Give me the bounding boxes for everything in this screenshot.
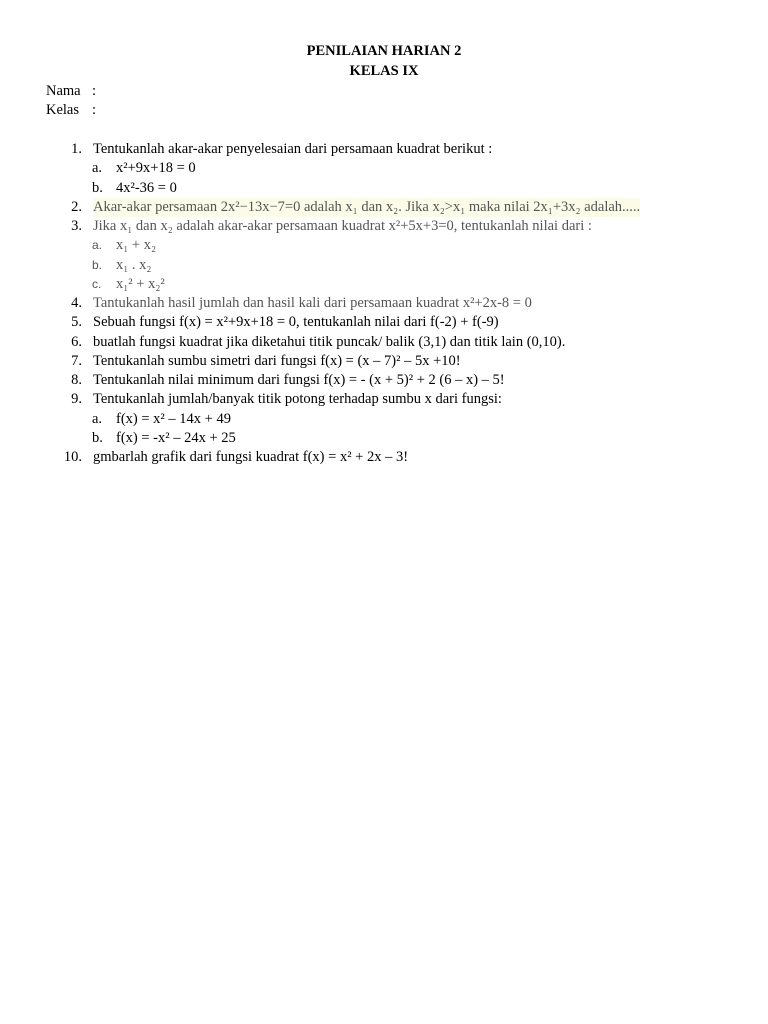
question-number: 5.: [71, 314, 82, 330]
option-expression: f(x) = x² – 14x + 49: [116, 411, 231, 427]
question-text: Tentukanlah nilai minimum dari fungsi f(x) = - (x + 5)² + 2 (6 – x) – 5!: [93, 372, 505, 388]
page-subtitle: KELAS IX: [349, 63, 419, 79]
question-number: 3.: [71, 218, 82, 234]
option-3a: [92, 236, 157, 255]
question-text: gmbarlah grafik dari fungsi kuadrat f(x) = x² + 2x – 3!: [93, 449, 409, 465]
option-9a: [92, 410, 231, 429]
option-expression: x₁ . x₂: [116, 257, 152, 273]
option-expression: 4x²-36 = 0: [116, 180, 177, 196]
question-text: Tentukanlah jumlah/banyak titik potong terhadap sumbu x dari fungsi:: [93, 391, 502, 407]
question-number: 1.: [71, 141, 82, 157]
nama-colon: :: [92, 83, 97, 99]
question-number: 8.: [71, 372, 82, 388]
option-expression: f(x) = -x² – 24x + 25: [116, 430, 236, 446]
kelas-colon: :: [92, 102, 97, 118]
option-label: a.: [92, 160, 103, 176]
question-number: 9.: [71, 391, 82, 407]
option-expression: x₁² + x₂²: [116, 276, 165, 292]
question-number: 6.: [71, 334, 82, 350]
question-number: 10.: [63, 449, 82, 465]
page-title: PENILAIAN HARIAN 2: [306, 43, 462, 59]
option-3b: [92, 256, 152, 275]
nama-label: Nama: [46, 83, 81, 99]
option-1a: [92, 159, 196, 178]
question-text: Tantukanlah hasil jumlah dan hasil kali dari persamaan kuadrat x²+2x-8 = 0: [93, 295, 532, 311]
option-expression: x₁ + x₂: [116, 237, 157, 253]
question-text: Jika x₁ dan x₂ adalah akar-akar persamaan kuadrat x²+5x+3=0, tentukanlah nilai dari :: [93, 218, 592, 234]
question-text: Tentukanlah akar-akar penyelesaian dari persamaan kuadrat berikut :: [93, 141, 493, 157]
question-text: Akar-akar persamaan 2x²−13x−7=0 adalah x₁ dan x₂. Jika x₂>x₁ maka nilai 2x₁+3x₂ adalah.....: [93, 199, 641, 215]
option-label: b.: [92, 180, 103, 196]
option-label: c.: [92, 277, 102, 291]
option-1b: [92, 179, 177, 198]
option-expression: x²+9x+18 = 0: [116, 160, 196, 176]
question-text: Sebuah fungsi f(x) = x²+9x+18 = 0, tentukanlah nilai dari f(-2) + f(-9): [93, 314, 499, 330]
option-label: b.: [92, 258, 103, 272]
option-label: a.: [92, 238, 103, 252]
option-3c: [92, 275, 165, 294]
question-number: 7.: [71, 353, 82, 369]
question-text: Tentukanlah sumbu simetri dari fungsi f(x) = (x – 7)² – 5x +10!: [93, 353, 461, 369]
option-9b: [92, 429, 236, 448]
question-number: 2.: [71, 199, 82, 215]
option-label: a.: [92, 411, 103, 427]
option-label: b.: [92, 430, 103, 446]
question-text: buatlah fungsi kuadrat jika diketahui titik puncak/ balik (3,1) dan titik lain (0,10).: [93, 334, 566, 350]
kelas-label: Kelas: [46, 102, 80, 118]
question-number: 4.: [71, 295, 82, 311]
